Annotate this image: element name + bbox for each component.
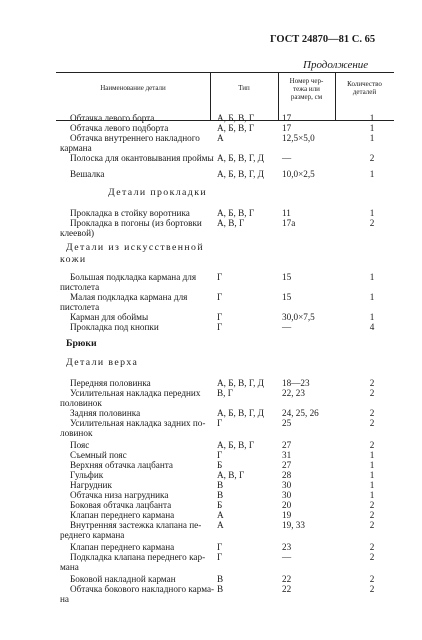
- table-row: Обтачка низа нагрудника В 30 1: [70, 490, 375, 500]
- table-row: половинок: [60, 398, 102, 408]
- table-row: Прокладка под кнопки Г — 4: [70, 322, 375, 332]
- table-row: Карман для обоймы Г 30,0×7,5 1: [70, 312, 375, 322]
- table-row: Верхняя обтачка лацбанта Б 27 1: [70, 460, 375, 470]
- col-header-quantity: Количество деталей: [347, 80, 382, 96]
- table-row: реднего кармана: [60, 530, 125, 540]
- section-heading-artificial-leather-cont: кожи: [60, 254, 87, 265]
- table-row: Пояс А, Б, В, Г 27 2: [70, 440, 375, 450]
- table-row: Обтачка внутреннего накладного А 12,5×5,0 1: [70, 133, 375, 143]
- table-row: Обтачка левого подборта А, Б, В, Г 17 1: [70, 123, 375, 133]
- table-row: Прокладка в стойку воротника А, Б, В, Г 11 1: [70, 208, 375, 218]
- table-top-rule: [56, 72, 394, 73]
- section-heading-outer-parts: Детали верха: [66, 357, 139, 368]
- table-row: Полоска для окантовывания проймы А, Б, В, Г, Д — 2: [70, 153, 375, 163]
- table-row: Клапан переднего кармана А 19 2: [70, 510, 375, 520]
- table-row: Съемный пояс Г 31 1: [70, 450, 375, 460]
- table-row: на: [60, 594, 69, 604]
- table-row: Вешалка А, Б, В, Г, Д 10,0×2,5 1: [70, 169, 375, 179]
- section-heading-trousers: Брюки: [66, 338, 97, 349]
- section-heading-lining: Детали прокладки: [108, 187, 207, 198]
- table-row: ловинок: [60, 428, 93, 438]
- table-row: Обтачка левого борта А, Б, В, Г 17 1: [70, 113, 375, 123]
- table-row: клеевой): [60, 228, 95, 238]
- table-row: Задняя половинка А, Б, В, Г, Д 24, 25, 26 2: [70, 408, 375, 418]
- col-header-name: Наименование детали: [100, 84, 166, 92]
- table-row: Прокладка в погоны (из бортовки А, В, Г 17а 2: [70, 218, 375, 228]
- table-row: Усилительная накладка задних по- Г 25 2: [70, 418, 375, 428]
- table-row: Усилительная накладка передних В, Г 22, 23 2: [70, 388, 375, 398]
- table-row: Передняя половинка А, Б, В, Г, Д 18—23 2: [70, 378, 375, 388]
- table-row: Подкладка клапана переднего кар- Г — 2: [70, 552, 375, 562]
- continuation-label: Продолжение: [303, 59, 369, 71]
- table-row: Боковая обтачка лацбанта Б 20 2: [70, 500, 375, 510]
- table-row: Клапан переднего кармана Г 23 2: [70, 542, 375, 552]
- table-row: Боковой накладной карман В 22 2: [70, 574, 375, 584]
- col-header-type: Тип: [238, 84, 250, 92]
- col-header-number: Номер чер- тежа или размер, см: [289, 77, 324, 101]
- table-row: пистолета: [60, 302, 100, 312]
- table-row: Большая подкладка кармана для Г 15 1: [70, 272, 375, 282]
- section-heading-artificial-leather: Детали из искусственной: [66, 242, 204, 253]
- table-row: кармана: [60, 143, 92, 153]
- table-row: пистолета: [60, 282, 100, 292]
- table-row: Малая подкладка кармана для Г 15 1: [70, 292, 375, 302]
- table-row: Гульфик А, В, Г 28 1: [70, 470, 375, 480]
- page-standard-header: ГОСТ 24870—81 С. 65: [270, 34, 376, 45]
- table-row: Нагрудник В 30 1: [70, 480, 375, 490]
- table-row: мана: [60, 562, 79, 572]
- table-row: Внутренняя застежка клапана пе- А 19, 33 2: [70, 520, 375, 530]
- table-row: Обтачка бокового накладного карма- В 22 2: [70, 584, 375, 594]
